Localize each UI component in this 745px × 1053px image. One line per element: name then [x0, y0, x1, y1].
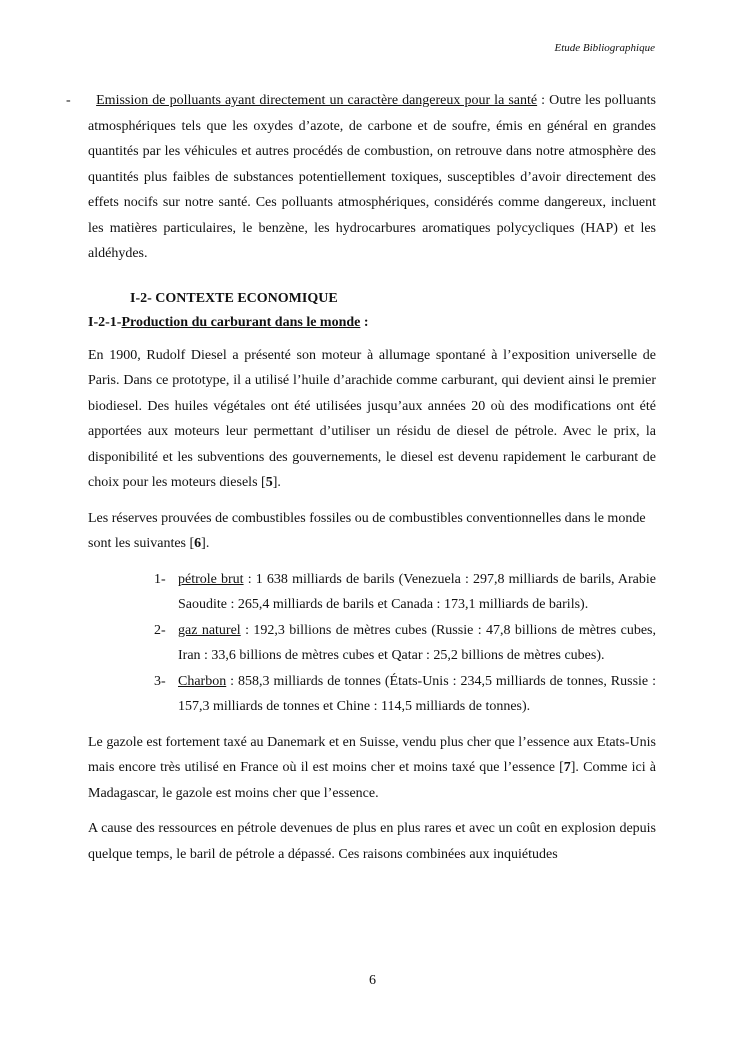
- paragraph-end: ].: [272, 475, 281, 490]
- list-number: 2-: [154, 622, 166, 638]
- citation-ref: 5: [265, 475, 273, 490]
- resource-detail: : 1 638 milliards de barils (Venezuela : 297,8 milliards de barils, Arabie Saoudite : 265,4 milliards de barils et Canada : 173,1 milliards de barils).: [178, 571, 656, 612]
- citation-ref: 7: [563, 760, 571, 775]
- subsection-suffix: :: [360, 314, 369, 330]
- subsection-prefix: I-2-1-: [88, 314, 122, 330]
- page-number: 6: [369, 973, 376, 988]
- paragraph-reserves-intro: [88, 506, 656, 557]
- resource-name: Charbon: [178, 673, 227, 689]
- paragraph-gazole: [88, 730, 656, 807]
- subsection-name: Production du carburant dans le monde: [121, 314, 361, 330]
- list-number: 1-: [154, 571, 166, 587]
- bullet-text: : Outre les polluants atmosphériques tels que les oxydes d’azote, de carbone et de soufre, émis en général en grandes quantités par les véhicules et autres procédés de combustion, on retrouve dans notre atmosphère des quantités plus faibles de substances potentiellement toxiques, susceptibles d’avoir directement des effets nocifs sur notre santé. Ces polluants atmosphériques, considérés comme dangereux, incluent les matières particulaires, le benzène, les hydrocarbures aromatiques polycycliques (HAP) et les aldéhydes.: [88, 93, 656, 261]
- running-header: Etude Bibliographique: [554, 42, 655, 54]
- bullet-paragraph: [66, 88, 656, 267]
- resource-detail: : 858,3 milliards de tonnes (États-Unis : 234,5 milliards de tonnes, Russie : 157,3 milliards de tonnes et Chine : 114,5 milliards de tonnes).: [178, 673, 656, 714]
- reserves-list: [154, 567, 657, 720]
- resource-name: gaz naturel: [178, 622, 241, 638]
- list-number: 3-: [154, 673, 166, 689]
- list-item: [154, 669, 656, 720]
- list-item: [154, 567, 656, 618]
- resource-detail: : 192,3 billions de mètres cubes (Russie : 47,8 billions de mètres cubes, Iran : 33,6 billions de mètres cubes et Qatar : 25,2 billions de mètres cubes).: [178, 622, 657, 663]
- list-item: [154, 618, 657, 669]
- resource-name: pétrole brut: [178, 571, 244, 587]
- paragraph-end: ]. Comme ici à Madagascar, le gazole est moins cher que l’essence.: [88, 760, 656, 801]
- paragraph-diesel-history: [88, 343, 656, 496]
- paragraph-end: ].: [201, 536, 210, 551]
- paragraph-text: Le gazole est fortement taxé au Danemark et en Suisse, vendu plus cher que l’essence aux Etats-Unis mais encore très utilisé en France où il est moins cher et moins taxé que l’essence [: [88, 734, 656, 775]
- paragraph-petrol-cost: A cause des ressources en pétrole devenues de plus en plus rares et avec un coût en explosion depuis quelque temps, le baril de pétrole a dépassé. Ces raisons combinées aux inquiétudes: [88, 821, 656, 862]
- paragraph-text: Les réserves prouvées de combustibles fossiles ou de combustibles conventionnelles dans le monde sont les suivantes [: [88, 510, 646, 551]
- paragraph-text: En 1900, Rudolf Diesel a présenté son moteur à allumage spontané à l’exposition universelle de Paris. Dans ce prototype, il a utilisé l’huile d’arachide comme carburant, qui devient ainsi le premier biodiesel. Des huiles végétales ont été utilisées jusqu’aux années 20 où des modifications ont été apportées aux moteurs leur permettant d’utiliser un résidu de diesel de pétrole. Avec le prix, la disponibilité et les subventions des gouvernements, le diesel est devenu rapidement le carburant de choix pour les moteurs diesels [: [88, 347, 656, 490]
- citation-ref: 6: [194, 536, 202, 551]
- subsection-title: [88, 311, 656, 335]
- section-title: I-2- CONTEXTE ECONOMIQUE: [130, 290, 338, 306]
- bullet-dash: -: [66, 93, 71, 108]
- page-body: [66, 88, 657, 877]
- bullet-title: Emission de polluants ayant directement un caractère dangereux pour la santé: [96, 93, 538, 108]
